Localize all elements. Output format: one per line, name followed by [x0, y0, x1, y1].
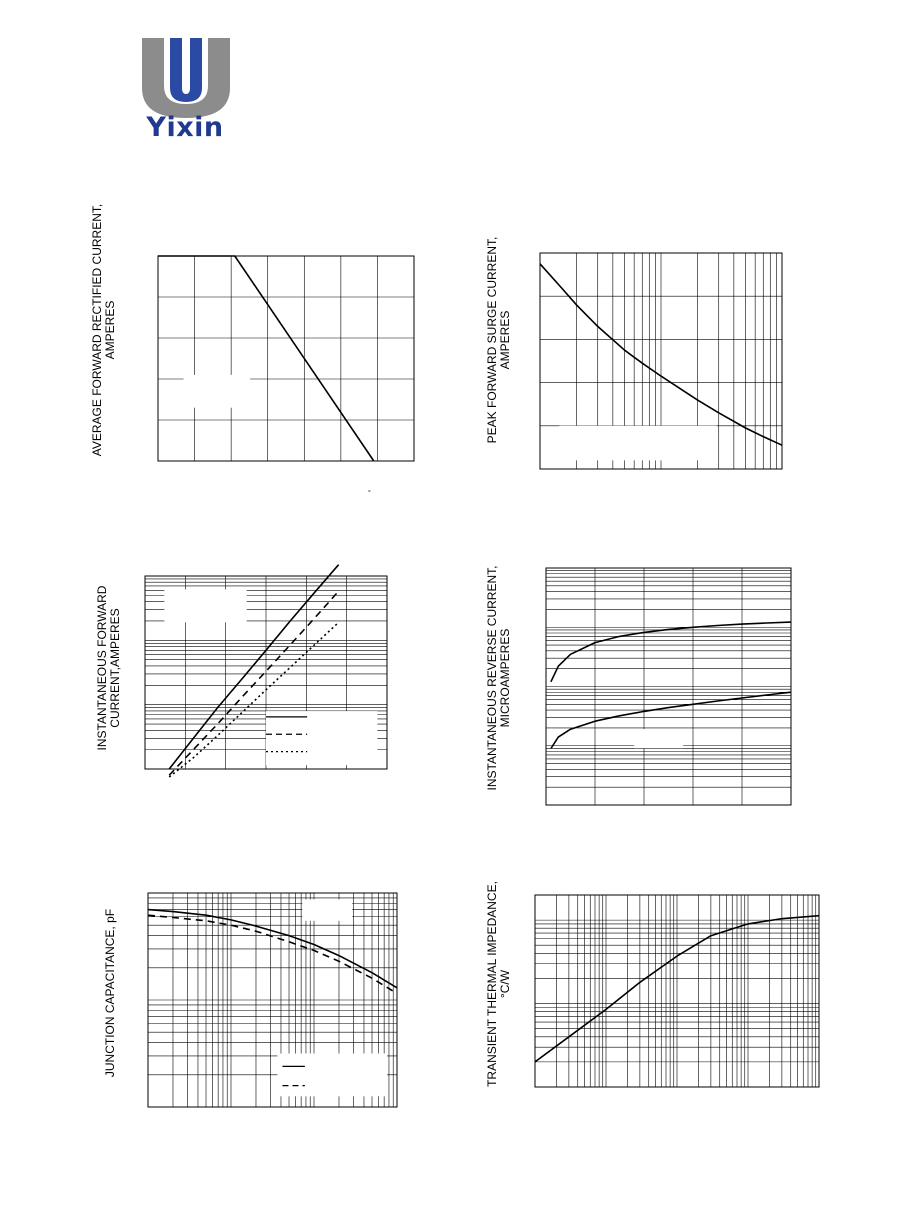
chart-reverse-characteristics [546, 568, 791, 805]
chart1-ylabel: AVERAGE FORWARD RECTIFIED CURRENT, AMPERES [90, 203, 117, 457]
logo-outer-u [142, 38, 230, 118]
chart-forward-characteristics [145, 576, 387, 769]
annotation-box [302, 899, 352, 920]
annotation-box [184, 375, 251, 408]
annotation-box [277, 1054, 387, 1097]
annotation-box [164, 590, 246, 623]
series-line-2 [148, 915, 397, 993]
chart-thermal-impedance [535, 895, 819, 1087]
chart3-ylabel: INSTANTANEOUS FORWARD CURRENT,AMPERES [95, 585, 122, 751]
annotation-box [266, 711, 377, 765]
annotation-box [634, 729, 683, 748]
chart4-ylabel: INSTANTANEOUS REVERSE CURRENT, MICROAMPERES [485, 565, 512, 791]
series-line-1 [158, 256, 374, 461]
logo-text: Yixin [146, 112, 224, 143]
chart6-ylabel: TRANSIENT THERMAL IMPEDANCE, °C/W [485, 881, 512, 1087]
chart2-ylabel: PEAK FORWARD SURGE CURRENT, AMPERES [485, 236, 512, 444]
plot-frame [158, 256, 414, 461]
chart-surge-current [540, 253, 782, 469]
chart5-ylabel: JUNCTION CAPACITANCE, pF [103, 908, 117, 1078]
series-line-1 [551, 622, 791, 682]
chart-derating-curve [158, 256, 414, 461]
degree-mark: ° [368, 490, 371, 497]
annotation-box [559, 426, 716, 461]
logo-inner-u [170, 38, 202, 102]
chart-junction-capacitance [148, 893, 397, 1107]
